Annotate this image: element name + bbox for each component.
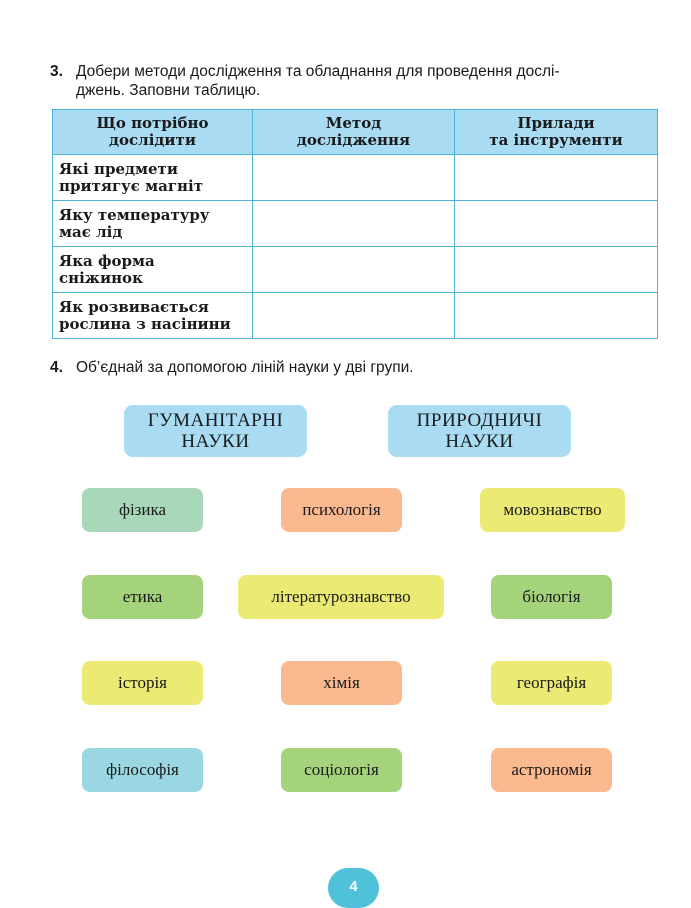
header-line: Метод	[325, 114, 382, 132]
chip-chemistry[interactable]: хімія	[281, 661, 402, 705]
chip-sociology[interactable]: соціологія	[281, 748, 402, 792]
cell-line: Як розвивається	[59, 297, 209, 316]
method-answer-cell[interactable]	[253, 293, 455, 339]
task-3-number: 3.	[50, 63, 63, 80]
table-row	[53, 247, 658, 293]
chip-physics[interactable]: фізика	[82, 488, 203, 532]
header-instruments	[455, 110, 658, 155]
cell-line: має лід	[59, 222, 123, 241]
group-label-line: ПРИРОДНИЧІ	[416, 410, 543, 431]
task-3-line-2: джень. Заповни таблицю.	[76, 82, 261, 99]
header-line: та інструменти	[489, 131, 623, 149]
group-label-line: НАУКИ	[445, 431, 514, 452]
row-question-cell	[53, 201, 253, 247]
research-methods-table	[52, 109, 658, 339]
chip-astronomy[interactable]: астрономія	[491, 748, 612, 792]
table-row	[53, 201, 658, 247]
group-natural[interactable]	[388, 405, 571, 457]
group-humanities[interactable]	[124, 405, 307, 457]
method-answer-cell[interactable]	[253, 247, 455, 293]
table-header-row	[53, 110, 658, 155]
instruments-answer-cell[interactable]	[455, 201, 658, 247]
header-line: Що потрібно	[96, 114, 209, 132]
table-row	[53, 293, 658, 339]
group-humanities-label	[148, 410, 284, 452]
header-line: дослідження	[296, 131, 411, 149]
group-label-line: ГУМАНІТАРНІ	[147, 410, 284, 431]
header-method	[253, 110, 455, 155]
chip-literary-studies[interactable]: літературознавство	[238, 575, 444, 619]
task-4-number: 4.	[50, 359, 63, 376]
header-line: Прилади	[517, 114, 595, 132]
task-4-text: Об’єднай за допомогою ліній науки у дві групи.	[76, 359, 414, 376]
task-3-text-1: Добери методи дослідження та обладнання для проведення дослі-	[76, 63, 560, 80]
row-question-cell	[53, 293, 253, 339]
cell-line: притягує магніт	[59, 176, 204, 195]
task-3	[50, 62, 660, 100]
chip-philosophy[interactable]: філософія	[82, 748, 203, 792]
cell-line: Яку температуру	[59, 205, 210, 224]
cell-line: Які предмети	[59, 159, 178, 178]
table-row	[53, 155, 658, 201]
group-natural-label	[417, 410, 543, 452]
chip-psychology[interactable]: психологія	[281, 488, 402, 532]
cell-line: сніжинок	[59, 268, 143, 287]
method-answer-cell[interactable]	[253, 155, 455, 201]
row-question-cell	[53, 247, 253, 293]
header-line: дослідити	[109, 131, 196, 149]
task-4	[50, 358, 660, 377]
chip-geography[interactable]: географія	[491, 661, 612, 705]
cell-line: рослина з насінини	[59, 314, 231, 333]
chip-linguistics[interactable]: мовознавство	[480, 488, 625, 532]
instruments-answer-cell[interactable]	[455, 247, 658, 293]
instruments-answer-cell[interactable]	[455, 293, 658, 339]
method-answer-cell[interactable]	[253, 201, 455, 247]
instruments-answer-cell[interactable]	[455, 155, 658, 201]
chip-history[interactable]: історія	[82, 661, 203, 705]
group-label-line: НАУКИ	[181, 431, 250, 452]
header-what-to-study	[53, 110, 253, 155]
chip-ethics[interactable]: етика	[82, 575, 203, 619]
page-number: 4	[328, 868, 379, 908]
chip-biology[interactable]: біологія	[491, 575, 612, 619]
row-question-cell	[53, 155, 253, 201]
cell-line: Яка форма	[59, 251, 155, 270]
task-3-line-1	[50, 63, 560, 80]
